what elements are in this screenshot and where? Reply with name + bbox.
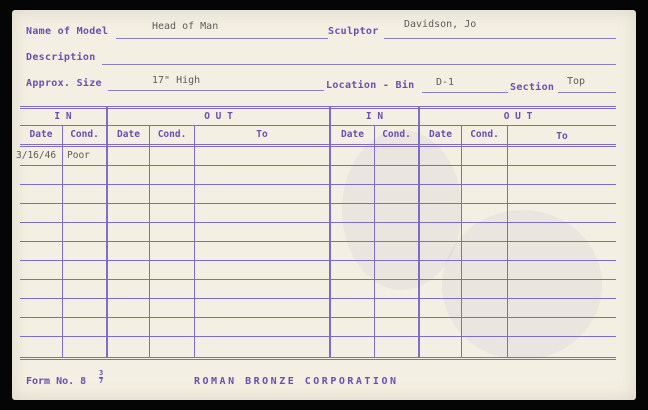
group-out-header: O U T <box>503 111 533 122</box>
size-underline <box>108 90 324 91</box>
col-cond-header: Cond. <box>470 129 499 140</box>
col-to-header: To <box>256 129 268 140</box>
col-divider <box>62 125 63 357</box>
group-out-header: O U T <box>204 111 233 122</box>
stain <box>442 210 602 360</box>
group-divider <box>20 125 616 126</box>
row-line <box>20 165 616 166</box>
table-top-line <box>20 108 616 109</box>
col-divider <box>194 125 195 357</box>
header-bottom-line <box>20 146 616 147</box>
col-to-header: To <box>556 131 568 142</box>
row-line <box>20 317 616 318</box>
size-label: Approx. Size <box>26 78 102 89</box>
group-in-header: I N <box>54 111 72 122</box>
row-line <box>20 336 616 337</box>
form-number-top: 3 <box>99 369 104 377</box>
col-date-header: Date <box>341 129 364 140</box>
section-value: Top <box>567 76 586 87</box>
group-divider-vertical <box>329 106 331 357</box>
form-number-bottom: 7 <box>99 377 104 385</box>
form-number-label: Form No. 8 <box>26 376 87 387</box>
row-line <box>20 222 616 223</box>
table-top-line <box>20 106 616 107</box>
sculptor-label: Sculptor <box>328 26 379 37</box>
location-label: Location - Bin <box>326 80 415 91</box>
table-bottom-line <box>20 359 616 360</box>
col-divider <box>374 125 375 357</box>
group-divider-vertical <box>106 106 108 357</box>
col-cond-header: Cond. <box>157 129 187 140</box>
col-cond-header: Cond. <box>382 129 411 140</box>
table-bottom-line <box>20 357 616 358</box>
section-underline <box>558 92 616 93</box>
location-value: D-1 <box>436 77 455 88</box>
row-date: 3/16/46 <box>16 150 57 161</box>
model-underline <box>116 38 328 39</box>
description-underline <box>102 64 616 65</box>
form-number-fraction <box>99 370 103 385</box>
sculptor-value: Davidson, Jo <box>404 19 477 30</box>
row-line <box>20 298 616 299</box>
col-date-header: Date <box>29 129 53 140</box>
row-cond: Poor <box>67 150 90 161</box>
col-cond-header: Cond. <box>70 129 99 140</box>
section-label: Section <box>510 82 555 93</box>
location-underline <box>422 92 508 93</box>
company-name: ROMAN BRONZE CORPORATION <box>194 376 399 387</box>
sculptor-underline <box>384 38 616 39</box>
row-line <box>20 184 616 185</box>
col-divider <box>149 125 150 357</box>
description-label: Description <box>26 52 96 63</box>
col-date-header: Date <box>117 129 140 140</box>
inventory-card <box>12 10 636 400</box>
col-divider <box>507 125 508 357</box>
header-bottom-line <box>20 144 616 145</box>
model-label: Name of Model <box>26 26 109 37</box>
group-divider-vertical <box>418 106 420 357</box>
row-line <box>20 260 616 261</box>
size-value: 17" High <box>152 75 201 86</box>
col-date-header: Date <box>429 129 452 140</box>
model-value: Head of Man <box>152 21 219 32</box>
row-line <box>20 203 616 204</box>
col-divider <box>461 125 462 357</box>
row-line <box>20 241 616 242</box>
row-line <box>20 279 616 280</box>
group-in-header: I N <box>365 111 384 122</box>
